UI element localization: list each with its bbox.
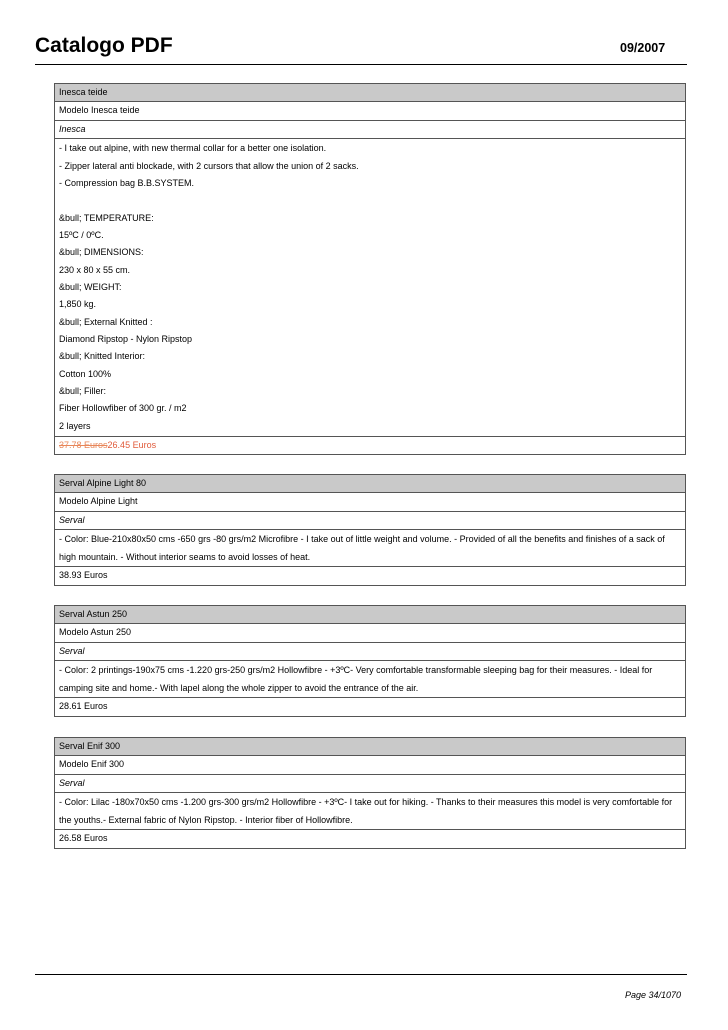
product-description: - Color: Lilac -180x70x50 cms -1.200 grs-300 grs/m2 Hollowfibre - +3ºC- I take out for hiking. - Thanks to their measures this model is very comfortable for the youths.- External fabric of Nylon Ripstop. - Interior fiber of Hollowfibre. xyxy=(55,792,685,829)
product-card-serval-astun-250 xyxy=(54,605,686,717)
product-price: 26.58 Euros xyxy=(55,829,685,847)
description-line xyxy=(59,192,685,209)
description-line: - Zipper lateral anti blockade, with 2 cursors that allow the union of 2 sacks. xyxy=(59,160,359,171)
header-divider xyxy=(35,64,687,65)
description-line: &bull; DIMENSIONS: xyxy=(59,247,144,258)
product-description: - Color: 2 printings-190x75 cms -1.220 grs-250 grs/m2 Hollowfibre - +3ºC- Very comfortable transformable sleeping bag for their measures. - Ideal for camping site and home.- With lapel along the whole zipper to avoid the entrance of the air. xyxy=(55,660,685,697)
product-name: Serval Astun 250 xyxy=(55,606,685,623)
catalog-date: 09/2007 xyxy=(620,41,666,55)
page-title: Catalogo PDF xyxy=(35,34,173,57)
product-brand: Serval xyxy=(55,642,685,660)
description-line: &bull; TEMPERATURE: xyxy=(59,212,154,223)
description-line: &bull; Filler: xyxy=(59,386,107,397)
product-card-inesca-teide xyxy=(54,83,686,455)
product-brand: Serval xyxy=(55,774,685,792)
product-price xyxy=(55,436,685,454)
page-number: Page 34/1070 xyxy=(625,990,682,1000)
product-card-serval-alpine-light-80 xyxy=(54,474,686,586)
product-name: Serval Alpine Light 80 xyxy=(55,475,685,492)
old-price: 37.78 Euros xyxy=(59,440,108,451)
description-line: Cotton 100% xyxy=(59,368,112,379)
description-line: &bull; External Knitted : xyxy=(59,316,153,327)
description-line: &bull; WEIGHT: xyxy=(59,281,122,292)
product-description: - Color: Blue-210x80x50 cms -650 grs -80 grs/m2 Microfibre - I take out of little weight and volume. - Provided of all the benefits and finishes of a sack of high mountain. - Without interior seams to avoid losses of heat. xyxy=(55,529,685,566)
product-name: Serval Enif 300 xyxy=(55,738,685,755)
product-model: Modelo Astun 250 xyxy=(55,623,685,641)
description-line: &bull; Knitted Interior: xyxy=(59,351,146,362)
product-price: 38.93 Euros xyxy=(55,566,685,584)
product-brand: Inesca xyxy=(55,120,685,138)
description-line: 1,850 kg. xyxy=(59,299,97,310)
description-line: 230 x 80 x 55 cm. xyxy=(59,264,131,275)
description-line: - Compression bag B.B.SYSTEM. xyxy=(59,177,195,188)
product-model: Modelo Enif 300 xyxy=(55,755,685,773)
description-line: - I take out alpine, with new thermal collar for a better one isolation. xyxy=(59,143,327,154)
product-model: Modelo Alpine Light xyxy=(55,492,685,510)
description-line: 15ºC / 0ºC. xyxy=(59,229,104,240)
product-card-serval-enif-300 xyxy=(54,737,686,849)
product-model: Modelo Inesca teide xyxy=(55,101,685,119)
footer-divider xyxy=(35,974,687,975)
product-name: Inesca teide xyxy=(55,84,685,101)
description-line: Fiber Hollowfiber of 300 gr. / m2 xyxy=(59,403,187,414)
product-price: 28.61 Euros xyxy=(55,697,685,715)
description-line: 2 layers xyxy=(59,420,91,431)
sale-price: 26.45 Euros xyxy=(107,440,157,451)
product-description xyxy=(55,138,685,436)
description-line: Diamond Ripstop - Nylon Ripstop xyxy=(59,334,193,344)
product-brand: Serval xyxy=(55,511,685,529)
